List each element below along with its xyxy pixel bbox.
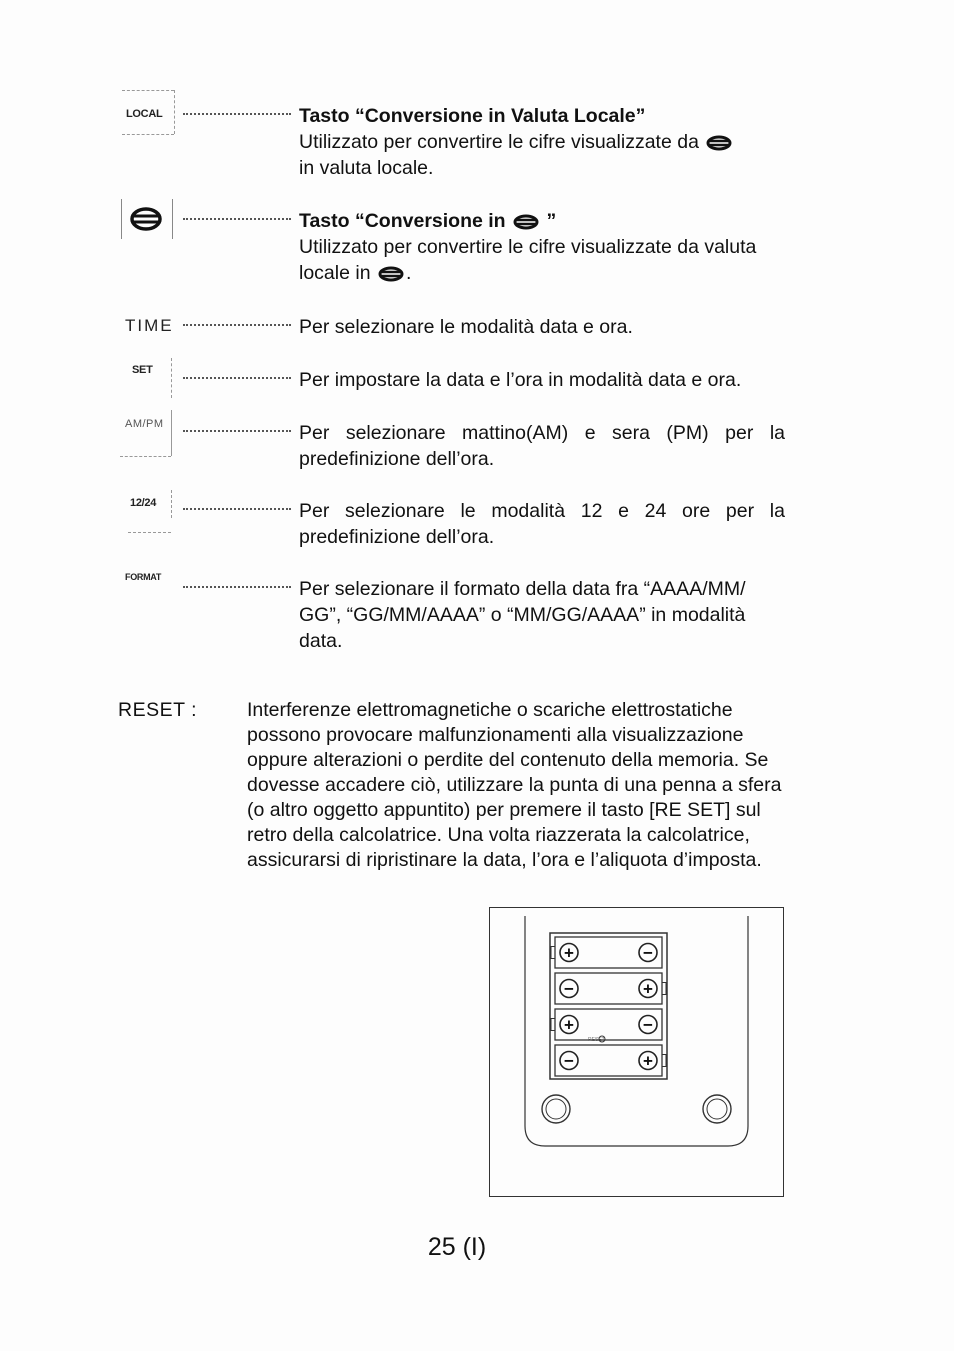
- screw-icon: [703, 1095, 731, 1123]
- key-outline-top: [122, 90, 174, 91]
- battery-diagram: [490, 908, 783, 1196]
- polarity-sign: +: [564, 943, 574, 963]
- time-key-text: Per selezionare le modalità data e ora.: [299, 316, 633, 338]
- h1224-key-label: 12/24: [130, 497, 157, 509]
- time-key-label: TIME: [125, 316, 174, 335]
- polarity-sign: −: [564, 979, 574, 999]
- euro-key-outline: [121, 199, 173, 239]
- polarity-sign: +: [564, 1015, 574, 1035]
- ampm-key-label: AM/PM: [125, 418, 164, 430]
- local-key-description: [299, 103, 785, 181]
- euro-text-after: .: [405, 262, 412, 284]
- key-outline-right: [171, 410, 172, 456]
- polarity-sign: −: [643, 943, 653, 963]
- reset-hole-label: RESET: [588, 1037, 605, 1043]
- local-text-after: in valuta locale.: [299, 157, 434, 179]
- reset-description: Interferenze elettromagnetiche o scariche elettrostatiche possono provocare malfunzionamenti alla visualizzazione oppure alterazioni o perdite del contenuto della memoria. Se dovesse accadere ciò, utilizzare la punta di una penna a sfera (o altro oggetto appuntito) per premere il tasto [RE SET] sul retro della calcolatrice. Una volta riazzerata la calcolatrice, assicurarsi di ripristinare la data, l’ora e l’aliquota d’imposta.: [247, 699, 782, 871]
- h1224-key-text: Per selezionare le modalità 12 e 24 ore per la predefinizione dell’ora.: [299, 500, 785, 548]
- polarity-sign: +: [643, 1051, 653, 1071]
- battery-cell: [551, 937, 662, 968]
- leader-dots: [183, 113, 291, 115]
- polarity-sign: +: [643, 979, 653, 999]
- format-key-label: FORMAT: [125, 572, 162, 582]
- set-key-label: SET: [132, 364, 153, 376]
- polarity-sign: −: [564, 1051, 574, 1071]
- leader-dots: [183, 508, 291, 510]
- polarity-sign: −: [643, 1015, 653, 1035]
- euro-key-text: [299, 234, 785, 286]
- format-key-text: Per selezionare il formato della data fra “AAAA/MM/ GG”, “GG/MM/AAAA” o “MM/GG/AAAA” in modalità data.: [299, 578, 746, 652]
- local-text-before: Utilizzato per convertire le cifre visualizzate da: [299, 131, 699, 153]
- euro-title-after: ”: [546, 210, 557, 232]
- battery-cell: [555, 973, 666, 1004]
- leader-dots: [183, 430, 291, 432]
- key-outline-bottom: [122, 134, 174, 135]
- euro-icon: [513, 214, 539, 230]
- euro-title-before: Tasto “Conversione in: [299, 210, 506, 232]
- key-outline-bottom: [120, 456, 171, 457]
- euro-icon: [122, 199, 172, 239]
- ampm-key-text: Per selezionare mattino(AM) e sera (PM) per la predefinizione dell’ora.: [299, 422, 785, 470]
- euro-text-before: Utilizzato per convertire le cifre visualizzate da valuta locale in: [299, 236, 757, 284]
- battery-cell: [555, 1045, 666, 1076]
- euro-key-title: [299, 208, 785, 234]
- leader-dots: [183, 377, 291, 379]
- local-key-text: [299, 129, 785, 181]
- reset-label: RESET :: [118, 699, 197, 721]
- battery-compartment-figure: [489, 907, 784, 1197]
- local-key-label: LOCAL: [126, 108, 163, 120]
- leader-dots: [183, 324, 291, 326]
- euro-key-description: [299, 208, 785, 286]
- screw-icon: [542, 1095, 570, 1123]
- local-key-title: Tasto “Conversione in Valuta Locale”: [299, 105, 646, 127]
- battery-cell: [551, 1009, 662, 1040]
- leader-dots: [183, 218, 291, 220]
- leader-dots: [183, 586, 291, 588]
- key-outline-bottom: [128, 532, 171, 533]
- battery-rows: [551, 937, 666, 1076]
- set-key-text: Per impostare la data e l’ora in modalità data e ora.: [299, 369, 742, 391]
- page-number: 25 (I): [427, 1233, 487, 1261]
- euro-icon: [706, 135, 732, 151]
- euro-icon: [378, 266, 404, 282]
